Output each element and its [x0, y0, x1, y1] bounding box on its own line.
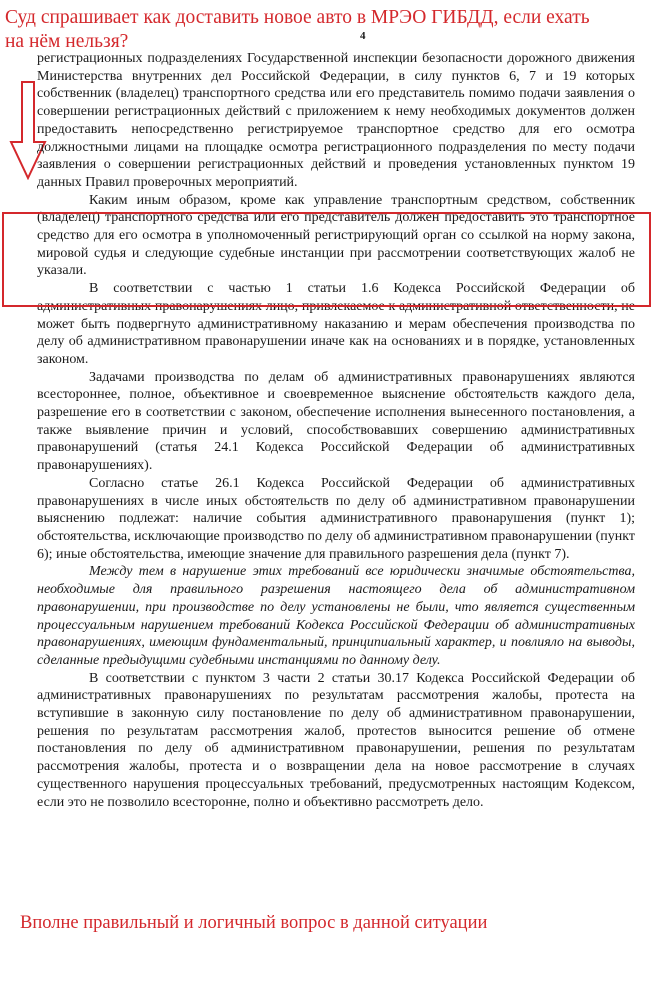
paragraph-article-26-1: Согласно статье 26.1 Кодекса Российской Федерации об административных правонарушениях в числе иных обстоятельств по делу об административном правонарушении выяснению подлежат: наличие события административного правонарушения (пункт 1); обстоятельства, исключающие производство по делу об административном правонарушении (пункт 6); иные обстоятельства, имеющие значение для правильного разрешения дела (пункт 7).: [37, 475, 635, 562]
paragraph-highlighted: Каким иным образом, кроме как управление транспортным средством, собственник (владелец) транспортного средства или его представитель должен предоставить это транспортное средство для его осмотра в уполномоченный регистрирующий орган со ссылкой на норму закона, мировой судья и следующие судебные инстанции при рассмотрении соответствующих жалоб не указали.: [37, 192, 635, 279]
highlight-box: [2, 212, 651, 307]
court-document-text: [37, 50, 635, 811]
annotation-footer-note: Вполне правильный и логичный вопрос в данной ситуации: [20, 913, 488, 933]
page-number: 4: [360, 30, 366, 42]
paragraph-article-30-17: В соответствии с пунктом 3 части 2 статьи 30.17 Кодекса Российской Федерации об административных правонарушениях по результатам рассмотрения жалобы, протеста на вступившие в законную силу постановление по делу об административном правонарушении, решения по результатам рассмотрения жалоб, протестов выносится решение об отмене постановления по делу об административном правонарушении, решения по результатам рассмотрения жалобы, протеста и о возвращении дела на новое рассмотрение в случаях существенного нарушения процессуальных требований, предусмотренных настоящим Кодексом, если это не позволило всесторонне, полно и объективно рассмотреть дело.: [37, 670, 635, 810]
paragraph-continuation: регистрационных подразделениях Государственной инспекции безопасности дорожного движения Министерства внутренних дел Российской Федерации, в силу пунктов 6, 7 и 19 которых собственник (владелец) транспортного средства или его представитель помимо подачи заявления о совершении регистрационных действий с приложением к нему необходимых документов должен предоставить непосредственно регистрируемое транспортное средство для его осмотра должностными лицами на площадке осмотра регистрационного подразделения по месту подачи заявления о совершении регистрационных действий и проведения установленных пунктом 19 данных Правил проверочных мероприятий.: [37, 51, 635, 190]
paragraph-article-24-1: Задачами производства по делам об административных правонарушениях являются всестороннее, полное, объективное и своевременное выяснение обстоятельств каждого дела, разрешение его в соответствии с законом, обеспечение исполнения вынесенного постановления, а также выявление причин и условий, способствовавших совершению административных правонарушений (статья 24.1 Кодекса Российской Федерации об административных правонарушениях).: [37, 369, 635, 474]
annotation-headline: Суд спрашивает как доставить новое авто в МРЭО ГИБДД, если ехать на нём нельзя?: [5, 7, 590, 52]
paragraph-violation: Между тем в нарушение этих требований все юридически значимые обстоятельства, необходимые для правильного разрешения настоящего дела об административном правонарушении, при производстве по делу установлены не были, что является существенным процессуальным нарушением требований Кодекса Российской Федерации об административных правонарушениях, имеющим фундаментальный, принципиальный характер, и повлияло на выводы, сделанные предыдущими судебными инстанциями по данному делу.: [37, 564, 635, 668]
paragraph-article-1-6: В соответствии с частью 1 статьи 1.6 Кодекса Российской Федерации об административных правонарушениях лицо, привлекаемое к административной ответственности, не может быть подвергнуто административному наказанию и мерам обеспечения производства по делу об административном правонарушении иначе как на основаниях и в порядке, установленных законом.: [37, 281, 635, 367]
